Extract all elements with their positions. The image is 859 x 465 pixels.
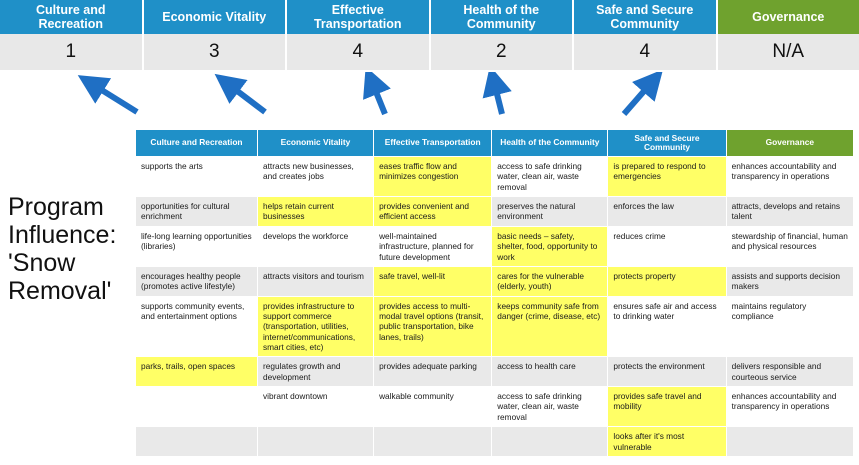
matrix-cell: is prepared to respond to emergencies <box>608 157 726 197</box>
matrix-cell: encourages healthy people (promotes active lifestyle) <box>136 266 257 296</box>
table-row <box>136 157 853 197</box>
matrix-cell <box>136 387 257 427</box>
matrix-cell: safe travel, well-lit <box>374 266 492 296</box>
matrix-cell <box>374 427 492 457</box>
matrix-cell: access to health care <box>492 357 608 387</box>
table-row <box>136 226 853 266</box>
matrix-header-safe-and-secure-community: Safe and Secure Community <box>608 130 726 157</box>
matrix-cell: provides infrastructure to support commerce (transportation, utilities, internet/communications, smart cities, etc) <box>257 296 373 357</box>
matrix-cell: attracts, develops and retains talent <box>726 197 853 227</box>
matrix-cell: develops the workforce <box>257 226 373 266</box>
matrix-cell: attracts visitors and tourism <box>257 266 373 296</box>
matrix-cell: enhances accountability and transparency in operations <box>726 157 853 197</box>
matrix-cell: assists and supports decision makers <box>726 266 853 296</box>
matrix-cell: ensures safe air and access to drinking water <box>608 296 726 357</box>
matrix-cell: stewardship of financial, human and physical resources <box>726 226 853 266</box>
matrix-cell: reduces crime <box>608 226 726 266</box>
matrix-cell: maintains regulatory compliance <box>726 296 853 357</box>
matrix-cell <box>257 427 373 457</box>
matrix-cell: enhances accountability and transparency in operations <box>726 387 853 427</box>
caption-line-4: Removal' <box>8 277 112 305</box>
matrix-cell: helps retain current businesses <box>257 197 373 227</box>
priority-header-row <box>0 0 859 34</box>
matrix-cell: life-long learning opportunities (libraries) <box>136 226 257 266</box>
matrix-cell: opportunities for cultural enrichment <box>136 197 257 227</box>
table-row <box>136 197 853 227</box>
matrix-cell: eases traffic flow and minimizes congestion <box>374 157 492 197</box>
matrix-cell: supports community events, and entertainment options <box>136 296 257 357</box>
priority-header-effective-transportation: Effective Transportation <box>287 0 431 34</box>
table-row <box>136 296 853 357</box>
matrix-cell: preserves the natural environment <box>492 197 608 227</box>
priority-summary-band <box>0 0 859 70</box>
arrow-up-transportation <box>372 82 385 114</box>
matrix-cell: vibrant downtown <box>257 387 373 427</box>
matrix-header-governance: Governance <box>726 130 853 157</box>
arrow-up-left-culture <box>92 84 137 112</box>
matrix-cell: well-maintained infrastructure, planned for future development <box>374 226 492 266</box>
matrix-header-row <box>136 130 853 157</box>
matrix-cell: access to safe drinking water, clean air, waste removal <box>492 157 608 197</box>
arrow-up-health <box>494 82 502 114</box>
priority-score-economic-vitality: 3 <box>144 34 288 70</box>
priority-score-health-of-the-community: 2 <box>431 34 575 70</box>
priority-score-effective-transportation: 4 <box>287 34 431 70</box>
matrix-header-economic-vitality: Economic Vitality <box>257 130 373 157</box>
arrows-group <box>0 72 859 130</box>
table-row <box>136 427 853 457</box>
table-row <box>136 387 853 427</box>
priority-header-governance: Governance <box>718 0 859 34</box>
matrix-cell: parks, trails, open spaces <box>136 357 257 387</box>
matrix-cell: cares for the vulnerable (elderly, youth) <box>492 266 608 296</box>
caption-line-2: Influence: <box>8 221 117 249</box>
matrix-cell <box>492 427 608 457</box>
matrix-cell: provides safe travel and mobility <box>608 387 726 427</box>
priority-score-row <box>0 34 859 70</box>
matrix-cell: walkable community <box>374 387 492 427</box>
matrix-header-culture-and-recreation: Culture and Recreation <box>136 130 257 157</box>
matrix-header-health-of-the-community: Health of the Community <box>492 130 608 157</box>
matrix-cell: basic needs – safety, shelter, food, opportunity to work <box>492 226 608 266</box>
matrix-cell: protects property <box>608 266 726 296</box>
matrix-cell: keeps community safe from danger (crime, disease, etc) <box>492 296 608 357</box>
matrix-header-effective-transportation: Effective Transportation <box>374 130 492 157</box>
matrix-cell <box>726 427 853 457</box>
caption-line-1: Program <box>8 193 104 221</box>
priority-header-safe-and-secure-community: Safe and Secure Community <box>574 0 718 34</box>
matrix-cell: protects the environment <box>608 357 726 387</box>
table-row <box>136 357 853 387</box>
matrix-cell: regulates growth and development <box>257 357 373 387</box>
arrow-up-left-economic <box>228 84 265 112</box>
arrow-up-right-safety <box>624 82 652 114</box>
outcomes-matrix-table <box>136 130 853 457</box>
matrix-cell: attracts new businesses, and creates jobs <box>257 157 373 197</box>
matrix-cell: looks after it's most vulnerable <box>608 427 726 457</box>
priority-score-governance: N/A <box>772 41 805 62</box>
priority-header-culture-and-recreation: Culture and Recreation <box>0 0 144 34</box>
matrix-cell: enforces the law <box>608 197 726 227</box>
matrix-cell: supports the arts <box>136 157 257 197</box>
priority-header-health-of-the-community: Health of the Community <box>431 0 575 34</box>
matrix-cell: provides convenient and efficient access <box>374 197 492 227</box>
caption-line-3: 'Snow <box>8 249 76 277</box>
priority-score-safe-and-secure-community: 4 <box>574 34 718 70</box>
matrix-cell: access to safe drinking water, clean air, waste removal <box>492 387 608 427</box>
matrix-cell: delivers responsible and courteous service <box>726 357 853 387</box>
priority-header-economic-vitality: Economic Vitality <box>144 0 288 34</box>
program-influence-caption <box>8 193 136 305</box>
table-row <box>136 266 853 296</box>
priority-score-culture-and-recreation: 1 <box>0 34 144 70</box>
matrix-body <box>136 157 853 457</box>
matrix-cell: provides adequate parking <box>374 357 492 387</box>
matrix-cell: provides access to multi-modal travel options (transit, public transportation, bike lanes, trails) <box>374 296 492 357</box>
matrix-cell <box>136 427 257 457</box>
